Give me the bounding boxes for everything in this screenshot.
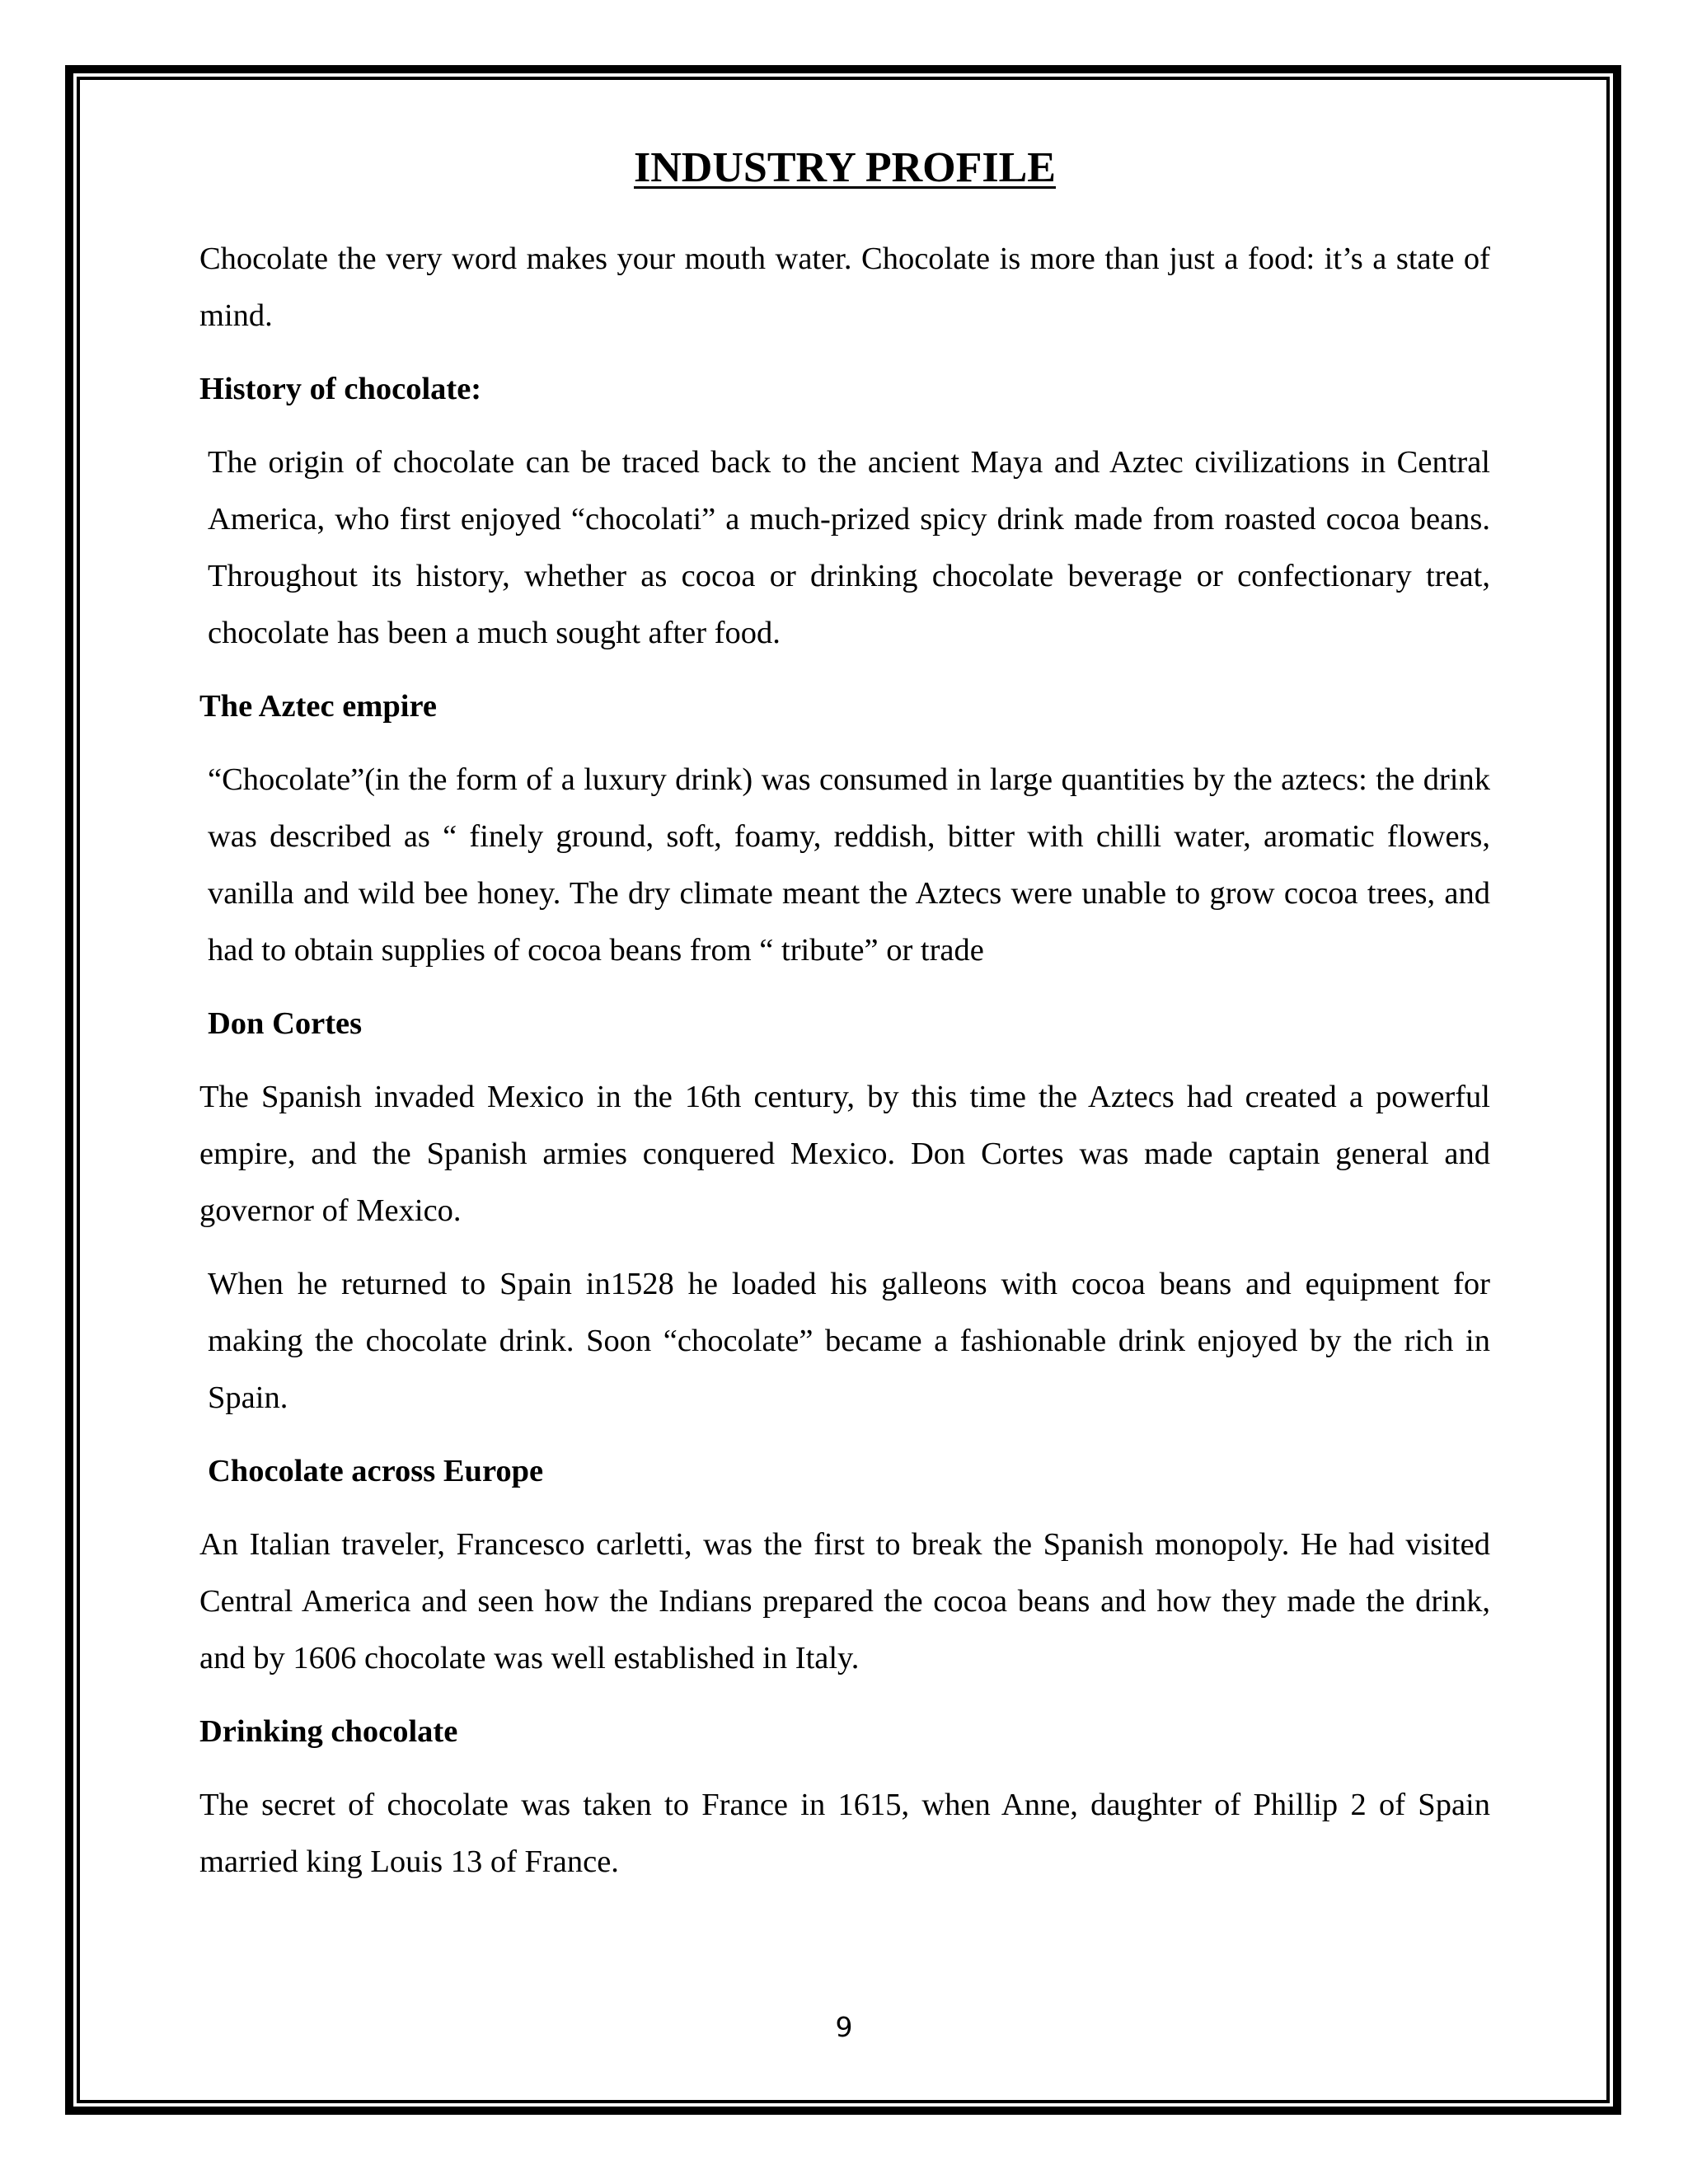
history-paragraph: The origin of chocolate can be traced back to the ancient Maya and Aztec civilizations in Central America, who first enjoyed “chocolati” a much-prized spicy drink made from roasted cocoa beans. Throughout its history, whether as cocoa or drinking chocolate beverage or confectionary treat, chocolate has been a much sought after food. bbox=[208, 445, 1490, 650]
section-heading-history: History of chocolate: bbox=[199, 372, 482, 406]
page-number: 9 bbox=[835, 2011, 853, 2043]
cortes-paragraph-1: The Spanish invaded Mexico in the 16th century, by this time the Aztecs had created a powerful empire, and the Spanish armies conquered Mexico. Don Cortes was made captain general and governor of Mexico. bbox=[199, 1080, 1490, 1228]
europe-paragraph: An Italian traveler, Francesco carletti, was the first to break the Spanish monopoly. He had visited Central America and seen how the Indians prepared the cocoa beans and how they made the drink, and by 1606 chocolate was well established in Italy. bbox=[199, 1527, 1490, 1675]
aztec-paragraph: “Chocolate”(in the form of a luxury drink) was consumed in large quantities by the aztecs: the drink was described as “ finely ground, soft, foamy, reddish, bitter with chilli water, aromatic flowers, vanilla and wild bee honey. The dry climate meant the Aztecs were unable to grow cocoa trees, and had to obtain supplies of cocoa beans from “ tribute” or trade bbox=[208, 762, 1490, 968]
section-heading-cortes: Don Cortes bbox=[208, 1006, 363, 1041]
cortes-paragraph-2: When he returned to Spain in1528 he loaded his galleons with cocoa beans and equipment for making the chocolate drink. Soon “chocolate” became a fashionable drink enjoyed by the rich in Spain. bbox=[208, 1267, 1490, 1415]
page-content bbox=[199, 132, 1490, 1891]
section-heading-europe: Chocolate across Europe bbox=[208, 1454, 544, 1488]
section-heading-aztec: The Aztec empire bbox=[199, 689, 437, 724]
drinking-paragraph: The secret of chocolate was taken to France in 1615, when Anne, daughter of Phillip 2 of Spain married king Louis 13 of France. bbox=[199, 1788, 1490, 1879]
section-heading-drinking: Drinking chocolate bbox=[199, 1714, 458, 1749]
page-title: INDUSTRY PROFILE bbox=[634, 144, 1056, 191]
intro-paragraph: Chocolate the very word makes your mouth water. Chocolate is more than just a food: it’s a state of mind. bbox=[199, 241, 1490, 333]
